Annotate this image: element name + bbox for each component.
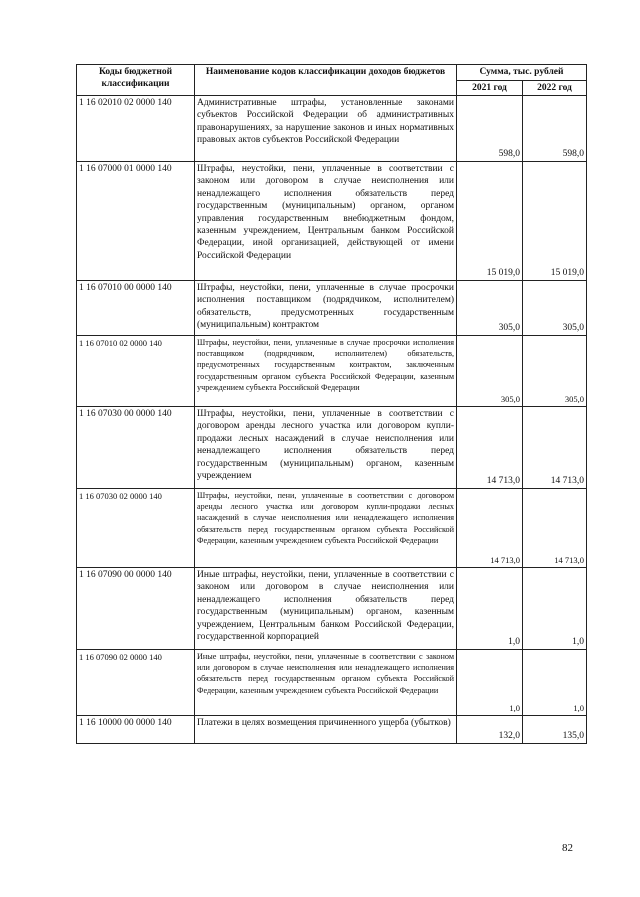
row-value-2022: 305,0 — [523, 336, 587, 407]
table-row — [77, 281, 587, 336]
row-value-2022: 1,0 — [523, 568, 587, 650]
header-sum: Сумма, тыс. рублей — [457, 65, 587, 81]
header-code: Коды бюджетной классификации — [77, 65, 195, 96]
header-year-2021: 2021 год — [457, 81, 523, 96]
row-value-2021: 15 019,0 — [457, 162, 523, 281]
row-code: 1 16 07010 02 0000 140 — [77, 336, 195, 407]
row-value-2021: 1,0 — [457, 568, 523, 650]
row-value-2022: 1,0 — [523, 650, 587, 716]
budget-revenue-table — [76, 64, 587, 744]
row-value-2021: 598,0 — [457, 96, 523, 162]
row-value-2022: 135,0 — [523, 716, 587, 744]
row-code: 1 16 07030 00 0000 140 — [77, 407, 195, 489]
table-row — [77, 407, 587, 489]
row-value-2021: 14 713,0 — [457, 489, 523, 568]
row-name: Иные штрафы, неустойки, пени, уплаченные в соответствии с законом или договором в случае неисполнения или ненадлежащего исполнения обязательств перед государственным органом субъекта Российской Федерации, казенным учреждением субъекта Российской Федерации — [195, 650, 457, 716]
row-code: 1 16 07090 00 0000 140 — [77, 568, 195, 650]
row-code: 1 16 10000 00 0000 140 — [77, 716, 195, 744]
row-value-2022: 14 713,0 — [523, 407, 587, 489]
row-code: 1 16 07030 02 0000 140 — [77, 489, 195, 568]
row-value-2021: 305,0 — [457, 281, 523, 336]
row-name: Иные штрафы, неустойки, пени, уплаченные в соответствии с законом или договором в случае неисполнения или ненадлежащего исполнения обязательств перед государственным (муниципальным) органом, казенным учреждением, Центральным банком Российской Федерации, государственной корпорацией — [195, 568, 457, 650]
table-row — [77, 336, 587, 407]
row-value-2022: 598,0 — [523, 96, 587, 162]
row-code: 1 16 07010 00 0000 140 — [77, 281, 195, 336]
page-number: 82 — [562, 842, 573, 854]
table-row — [77, 162, 587, 281]
row-value-2022: 305,0 — [523, 281, 587, 336]
row-value-2022: 14 713,0 — [523, 489, 587, 568]
row-name: Штрафы, неустойки, пени, уплаченные в случае просрочки исполнения поставщиком (подрядчиком, исполнителем) обязательств, предусмотренных государственным (муниципальным) контрактом — [195, 281, 457, 336]
table-row — [77, 716, 587, 744]
header-year-2022: 2022 год — [523, 81, 587, 96]
row-code: 1 16 02010 02 0000 140 — [77, 96, 195, 162]
row-value-2022: 15 019,0 — [523, 162, 587, 281]
row-name: Административные штрафы, установленные законами субъектов Российской Федерации об административных правонарушениях, за нарушение законов и иных нормативных правовых актов субъектов Российской Федерации — [195, 96, 457, 162]
row-code: 1 16 07000 01 0000 140 — [77, 162, 195, 281]
table-row — [77, 568, 587, 650]
row-code: 1 16 07090 02 0000 140 — [77, 650, 195, 716]
row-value-2021: 14 713,0 — [457, 407, 523, 489]
row-value-2021: 132,0 — [457, 716, 523, 744]
header-name: Наименование кодов классификации доходов бюджетов — [195, 65, 457, 96]
table-row — [77, 489, 587, 568]
table-row — [77, 96, 587, 162]
table-row — [77, 650, 587, 716]
row-name: Штрафы, неустойки, пени, уплаченные в случае просрочки исполнения поставщиком (подрядчиком, исполнителем) обязательств, предусмотренных государственным контрактом, заключенным государственным органом субъекта Российской Федерации, казенным учреждением субъекта Российской Федерации — [195, 336, 457, 407]
row-name: Штрафы, неустойки, пени, уплаченные в соответствии с законом или договором в случае неисполнения или ненадлежащего исполнения обязательств перед государственным (муниципальным) органом, органом управления государственным внебюджетным фондом, казенным учреждением, Центральным банком Российской Федерации, иной организацией, действующей от имени Российской Федерации — [195, 162, 457, 281]
row-value-2021: 1,0 — [457, 650, 523, 716]
row-name: Штрафы, неустойки, пени, уплаченные в соответствии с договором аренды лесного участка или договором купли-продажи лесных насаждений в случае неисполнения или ненадлежащего исполнения обязательств перед государственным (муниципальным) органом, казенным учреждением — [195, 407, 457, 489]
row-name: Платежи в целях возмещения причиненного ущерба (убытков) — [195, 716, 457, 744]
row-value-2021: 305,0 — [457, 336, 523, 407]
row-name: Штрафы, неустойки, пени, уплаченные в соответствии с договором аренды лесного участка или договором купли-продажи лесных насаждений в случае неисполнения или ненадлежащего исполнения обязательств перед государственным органом субъекта Российской Федерации, казенным учреждением субъекта Российской Федерации — [195, 489, 457, 568]
